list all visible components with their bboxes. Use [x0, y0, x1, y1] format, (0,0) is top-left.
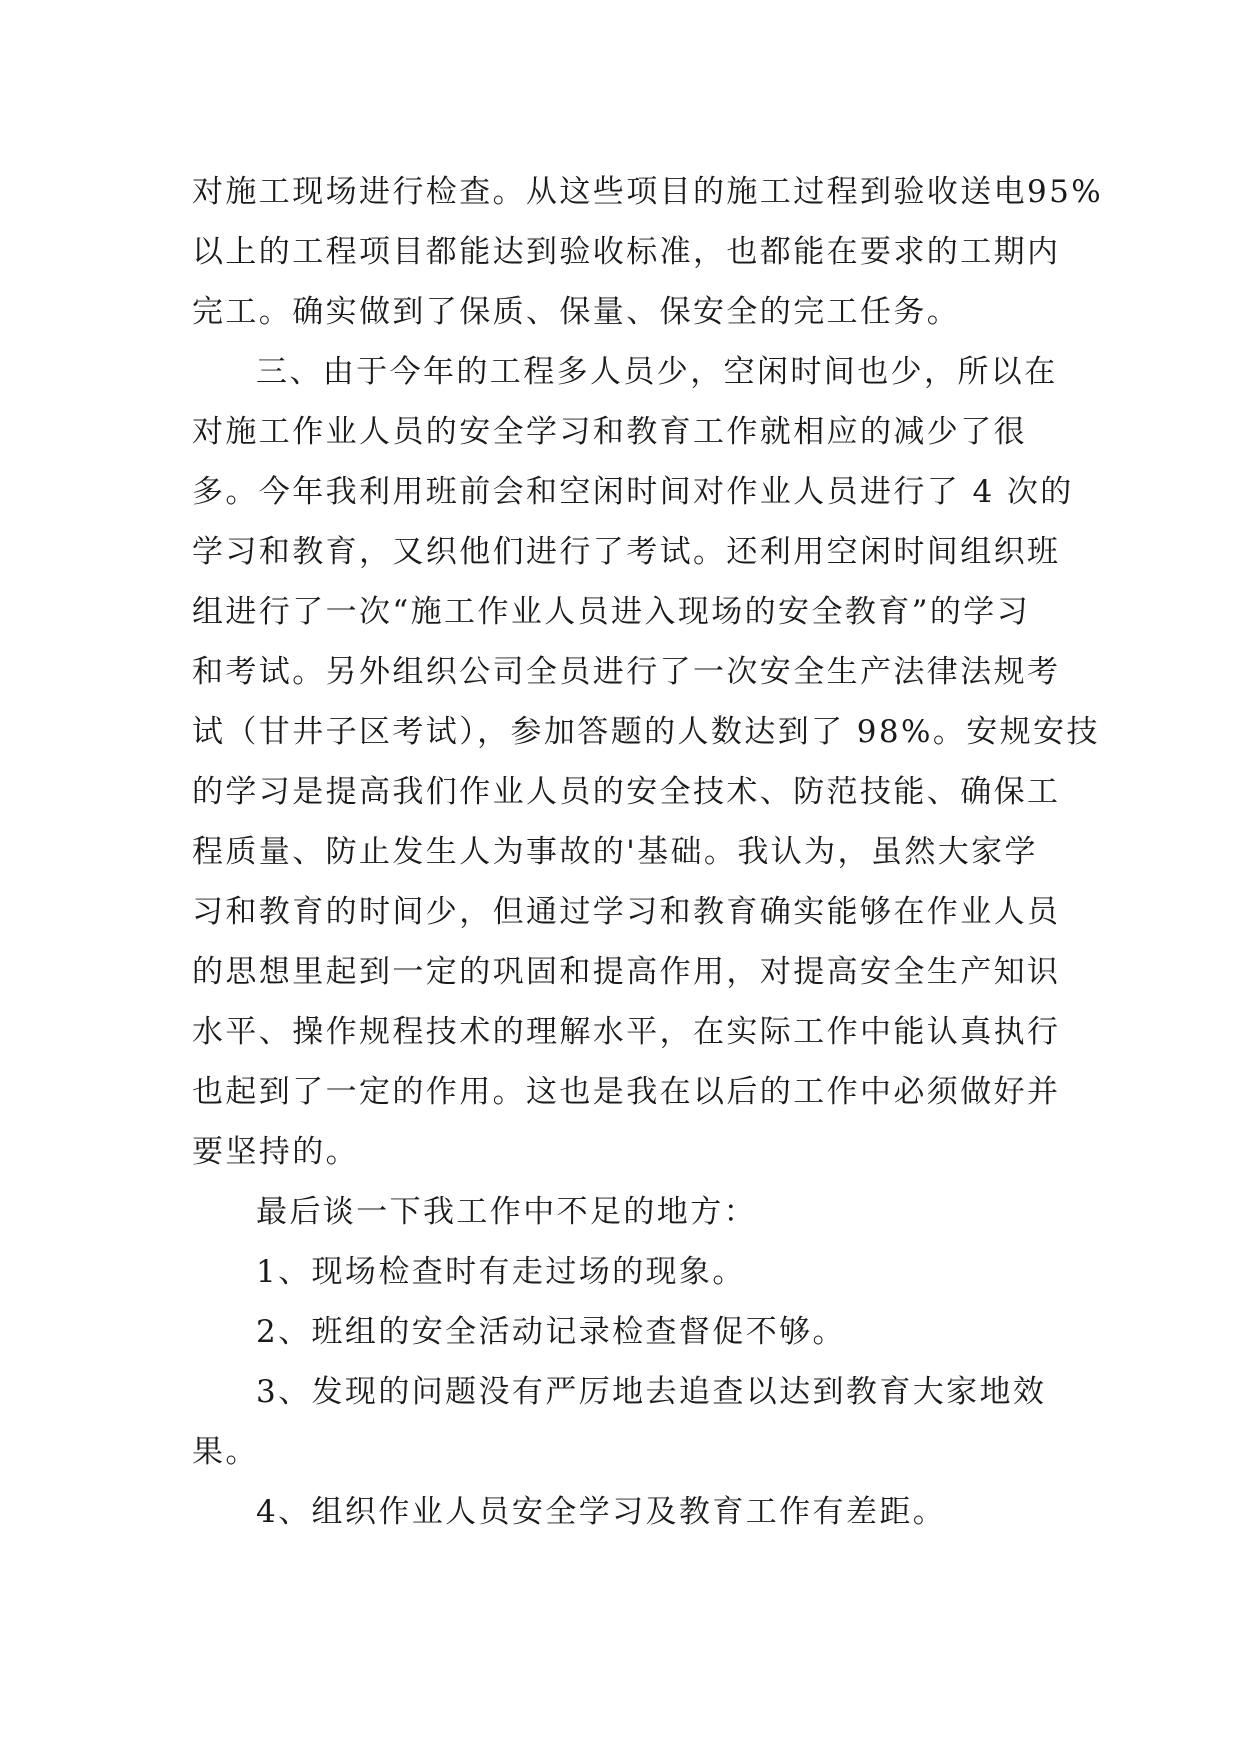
text-line: 以上的工程项目都能达到验收标准，也都能在要求的工期内	[192, 234, 1061, 270]
text-line: 完工。确实做到了保质、保量、保安全的完工任务。	[192, 294, 961, 330]
list-item-4: 4、组织作业人员安全学习及教育工作有差距。	[256, 1494, 947, 1530]
text-line: 的学习是提高我们作业人员的安全技术、防范技能、确保工	[192, 774, 1061, 810]
paragraph-start-line: 三、由于今年的工程多人员少，空闲时间也少，所以在	[256, 354, 1058, 390]
paragraph-start-line: 最后谈一下我工作中不足的地方：	[256, 1194, 757, 1230]
body-text	[192, 162, 1104, 1542]
text-line: 的思想里起到一定的巩固和提高作用，对提高安全生产知识	[192, 954, 1061, 990]
text-line: 程质量、防止发生人为事故的'基础。我认为，虽然大家学	[192, 834, 1038, 870]
text-line: 水平、操作规程技术的理解水平，在实际工作中能认真执行	[192, 1014, 1061, 1050]
text-line: 试（甘井子区考试），参加答题的人数达到了 98%。安规安技	[192, 714, 1100, 750]
text-line: 要坚持的。	[192, 1134, 359, 1170]
text-line: 对施工作业人员的安全学习和教育工作就相应的减少了很	[192, 414, 1027, 450]
text-line: 也起到了一定的作用。这也是我在以后的工作中必须做好并	[192, 1074, 1061, 1110]
text-line: 和考试。另外组织公司全员进行了一次安全生产法律法规考	[192, 654, 1061, 690]
list-item-2: 2、班组的安全活动记录检查督促不够。	[256, 1314, 846, 1350]
text-line: 多。今年我利用班前会和空闲时间对作业人员进行了 4 次的	[192, 474, 1074, 510]
list-item-1: 1、现场检查时有走过场的现象。	[256, 1254, 746, 1290]
text-line: 学习和教育，又织他们进行了考试。还利用空闲时间组织班	[192, 534, 1061, 570]
list-item-3: 3、发现的问题没有严厉地去追查以达到教育大家地效	[256, 1374, 1047, 1410]
text-line: 习和教育的时间少，但通过学习和教育确实能够在作业人员	[192, 894, 1061, 930]
text-line: 对施工现场进行检查。从这些项目的施工过程到验收送电95%	[192, 174, 1104, 210]
text-line: 组进行了一次“施工作业人员进入现场的安全教育”的学习	[192, 594, 1031, 630]
text-line: 果。	[192, 1434, 259, 1470]
